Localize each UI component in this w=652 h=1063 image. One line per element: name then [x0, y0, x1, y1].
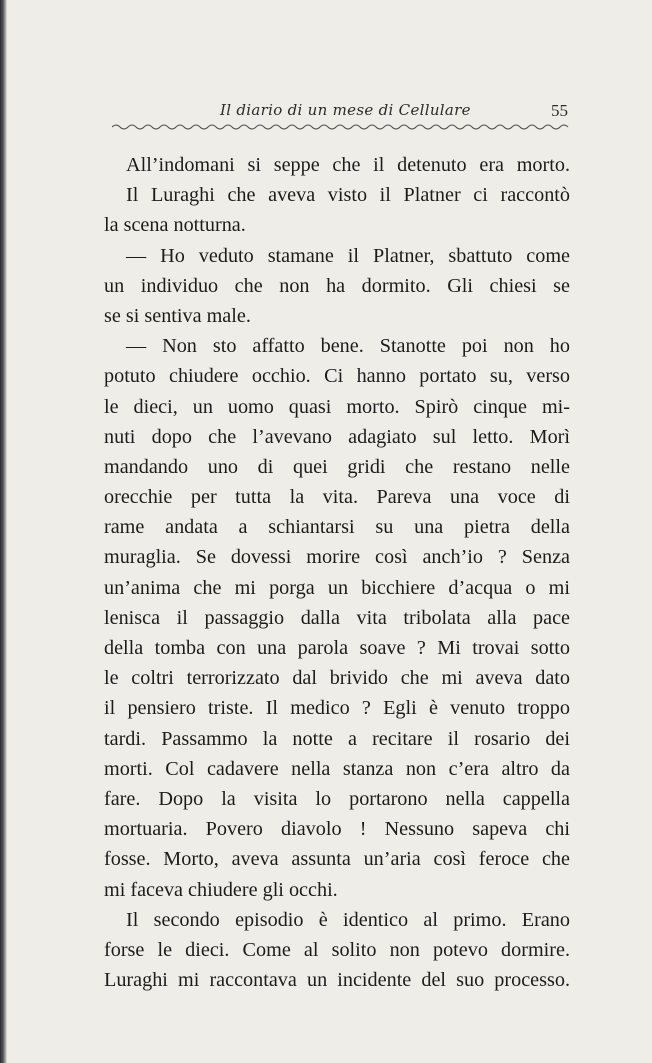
- text-line: nuti dopo che l’avevano adagiato sul letto. Morì: [104, 425, 570, 448]
- text-line: un’anima che mi porga un bicchiere d’acqua o mi: [104, 576, 570, 599]
- text-line: muraglia. Se dovessi morire così anch’io ? Senza: [104, 546, 570, 569]
- text-line: tardi. Passammo la notte a recitare il rosario dei: [104, 727, 570, 750]
- text-line: potuto chiudere occhio. Ci hanno portato su, verso: [104, 365, 570, 388]
- text-line: mandando uno di quei gridi che restano nelle: [104, 455, 570, 478]
- text-line: — Non sto affatto bene. Stanotte poi non ho: [126, 335, 570, 358]
- text-line: mi faceva chiudere gli occhi.: [104, 878, 338, 901]
- page-spine-shadow: [0, 0, 7, 1063]
- text-line: All’indomani si seppe che il detenuto era morto.: [126, 154, 570, 176]
- text-line: il pensiero triste. Il medico ? Egli è venuto troppo: [104, 697, 570, 720]
- text-line: Luraghi mi raccontava un incidente del suo processo.: [104, 969, 570, 992]
- text-line: le coltri terrorizzato dal brivido che mi aveva dato: [104, 667, 570, 690]
- body-text: [104, 150, 570, 995]
- text-line: forse le dieci. Come al solito non potevo dormire.: [104, 938, 570, 961]
- text-line: lenisca il passaggio dalla vita tribolata alla pace: [104, 606, 570, 629]
- running-title: Il diario di un mese di Cellulare: [220, 101, 471, 119]
- text-line: orecchie per tutta la vita. Pareva una voce di: [104, 486, 570, 509]
- header-wavy-rule: [112, 120, 572, 134]
- text-line: — Ho veduto stamane il Platner, sbattuto come: [126, 244, 570, 267]
- text-line: la scena notturna.: [104, 214, 246, 237]
- text-line: Il secondo episodio è identico al primo. Erano: [126, 908, 570, 931]
- text-line: mortuaria. Povero diavolo ! Nessuno sapeva chi: [104, 818, 570, 841]
- text-line: rame andata a schiantarsi su una pietra della: [104, 516, 570, 539]
- text-line: della tomba con una parola soave ? Mi trovai sotto: [104, 637, 570, 659]
- text-line: fare. Dopo la visita lo portarono nella cappella: [104, 787, 570, 810]
- text-line: morti. Col cadavere nella stanza non c’era altro da: [104, 757, 570, 780]
- page-number: 55: [551, 101, 568, 120]
- text-line: un individuo che non ha dormito. Gli chiesi se: [104, 274, 570, 297]
- text-line: le dieci, un uomo quasi morto. Spirò cinque mi-: [104, 395, 570, 418]
- text-line: Il Luraghi che aveva visto il Platner ci raccontò: [126, 184, 570, 207]
- text-line: se si sentiva male.: [104, 304, 251, 327]
- text-line: fosse. Morto, aveva assunta un’aria così feroce che: [104, 848, 570, 871]
